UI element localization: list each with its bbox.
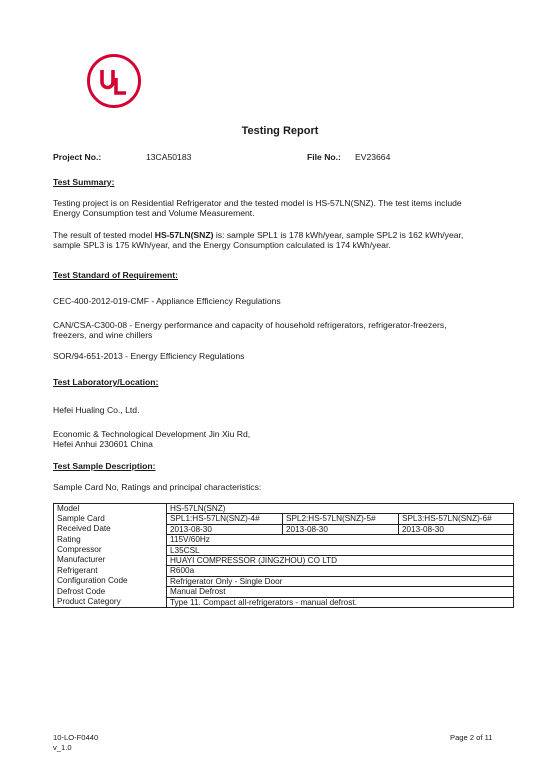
table-cell-value: L35CSL [167, 545, 514, 555]
table-cell-label: Refrigerant [54, 566, 167, 576]
file-no-value: EV23664 [355, 152, 391, 162]
table-cell-label: Manufacturer [54, 555, 167, 565]
table-cell-label: Rating [54, 535, 167, 545]
laboratory-heading: Test Laboratory/Location: [53, 377, 159, 387]
file-no-label: File No.: [307, 152, 341, 162]
footer-version: v_1.0 [53, 742, 72, 752]
laboratory-address-line2: Hefei Anhui 230601 China [53, 439, 153, 450]
table-cell-value: Refrigerator Only - Single Door [167, 576, 514, 586]
laboratory-name [53, 405, 513, 415]
summary-heading: Test Summary: [53, 177, 115, 187]
laboratory-name-text: Hefei Hualing Co., Ltd. [53, 405, 140, 415]
footer-form-code: 10-LO-F0440 [53, 733, 99, 742]
standard-2-line2: freezers, and wine chillers [53, 330, 153, 341]
standard-2 [53, 320, 513, 341]
summary-p2-suffix: is: sample SPL1 is 178 kWh/year, sample SPL2 is 162 kWh/year, [213, 230, 464, 240]
table-cell-label: Sample Card [54, 514, 167, 524]
table-row [54, 555, 514, 565]
standard-1-text: CEC-400-2012-019-CMF - Appliance Efficiency Regulations [53, 296, 281, 306]
table-row [54, 524, 514, 534]
table-cell-value: SPL1:HS-57LN(SNZ)-4# [167, 514, 283, 524]
laboratory-address-line1: Economic & Technological Development Jin Xiu Rd, [53, 429, 251, 439]
table-row [54, 576, 514, 586]
sample-table [53, 503, 514, 608]
table-cell-label: Received Date [54, 524, 167, 534]
summary-p1-line1: Testing project is on Residential Refrigerator and the tested model is HS-57LN(SNZ). The test items include [53, 198, 462, 208]
table-row [54, 587, 514, 597]
table-row [54, 545, 514, 555]
table-cell-value: 115V/60Hz [167, 535, 514, 545]
ul-logo-icon [86, 53, 142, 109]
table-row [54, 514, 514, 524]
table-cell-label: Model [54, 504, 167, 514]
table-cell-value: HS-57LN(SNZ) [167, 504, 514, 514]
table-cell-label: Defrost Code [54, 587, 167, 597]
standard-1 [53, 296, 513, 306]
project-no-label: Project No.: [53, 152, 102, 162]
table-cell-value: SPL2:HS-57LN(SNZ)-5# [283, 514, 399, 524]
table-cell-value: R600a [167, 566, 514, 576]
summary-p2-line2: sample SPL3 is 175 kWh/year, and the Energy Consumption calculated is 174 kWh/year. [53, 240, 391, 251]
summary-p2-prefix: The result of tested model [53, 230, 155, 240]
summary-p1-line2: Energy Consumption test and Volume Measurement. [53, 208, 255, 219]
table-cell-value: 2013-08-30 [283, 524, 399, 534]
project-file-row [53, 152, 513, 164]
table-cell-value: 2013-08-30 [399, 524, 514, 534]
table-cell-label: Product Category [54, 597, 167, 607]
table-row [54, 535, 514, 545]
laboratory-address [53, 429, 513, 450]
sample-intro-text: Sample Card No, Ratings and principal characteristics: [53, 482, 262, 492]
table-cell-value: 2013-08-30 [167, 524, 283, 534]
summary-paragraph-2 [53, 230, 513, 251]
table-row [54, 566, 514, 576]
table-cell-value: SPL3:HS-57LN(SNZ)-6# [399, 514, 514, 524]
project-no-value: 13CA50183 [146, 152, 192, 162]
footer-page-number: Page 2 of 11 [450, 733, 493, 742]
standard-3-text: SOR/94-651-2013 - Energy Efficiency Regulations [53, 351, 245, 361]
sample-heading: Test Sample Description: [53, 461, 156, 471]
table-cell-value: Type 11. Compact all-refrigerators - manual defrost. [167, 597, 514, 607]
table-cell-label: Compressor [54, 545, 167, 555]
summary-p2-model: HS-57LN(SNZ) [154, 230, 214, 240]
table-cell-value: Manual Defrost [167, 587, 514, 597]
table-cell-value: HUAYI COMPRESSOR (JINGZHOU) CO LTD [167, 555, 514, 565]
standard-3 [53, 351, 513, 361]
sample-intro [53, 482, 513, 492]
summary-paragraph-1 [53, 198, 513, 219]
summary-p2-line1 [53, 230, 513, 240]
report-title: Testing Report [241, 125, 319, 137]
standard-2-line1: CAN/CSA-C300-08 - Energy performance and capacity of household refrigerators, refrigerator-freezers, [53, 320, 447, 330]
table-row [54, 504, 514, 514]
footer-form-info [53, 733, 98, 753]
table-cell-label: Configuration Code [54, 576, 167, 586]
standard-heading: Test Standard of Requirement: [53, 270, 178, 280]
table-row [54, 597, 514, 607]
